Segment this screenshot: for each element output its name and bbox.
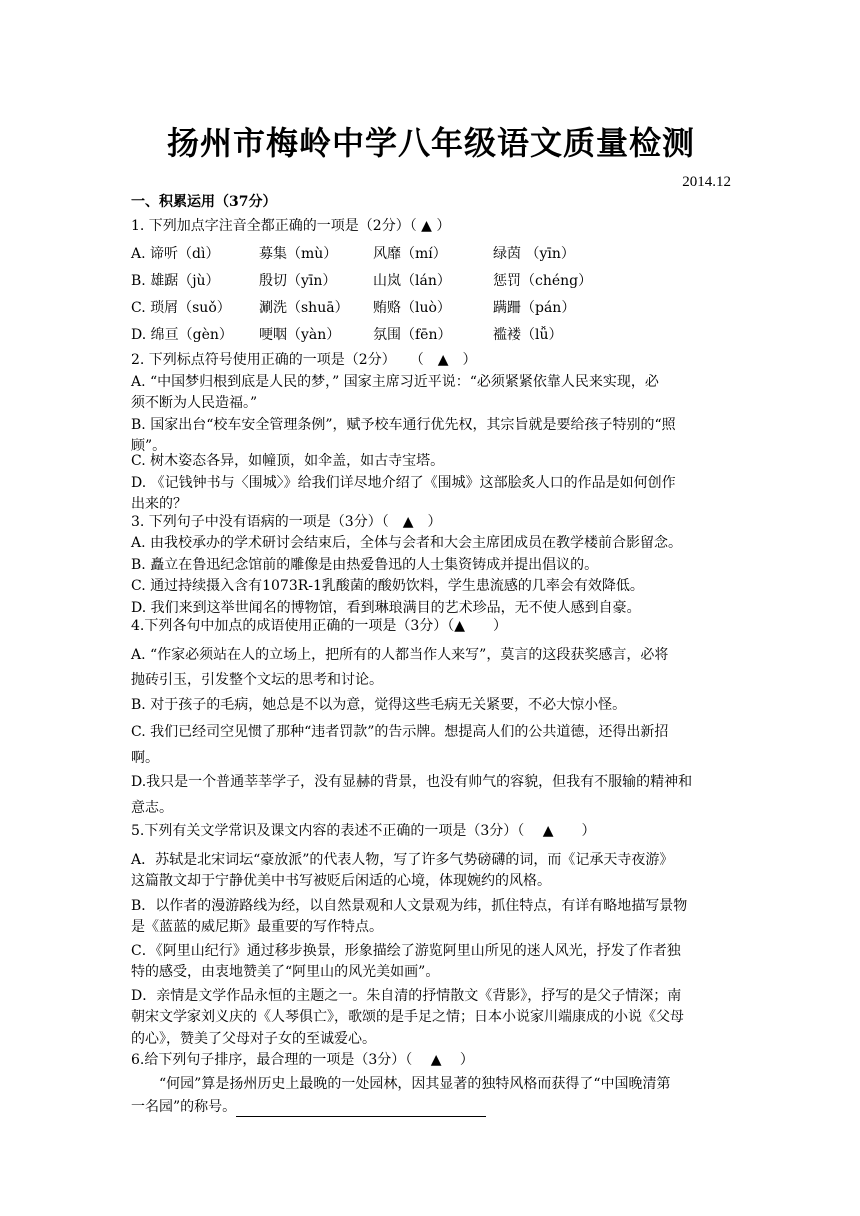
q1-a-item: 绿茵 （yīn） [493, 246, 575, 262]
q6-passage-text: 一名园”的称号。 [131, 1099, 237, 1115]
q5-option-b-cont: 是《蓝蓝的威尼斯》最重要的写作特点。 [131, 919, 383, 935]
q2-option-c: C. 树木姿态各异，如幢顶，如伞盖，如古寺宝塔。 [131, 453, 445, 469]
q4-option-d: D.我只是一个普通莘莘学子，没有显赫的背景，也没有帅气的容貌，但我有不服输的精神和 [131, 774, 693, 790]
q2-option-a: A. “中国梦归根到底是人民的梦，” 国家主席习近平说：“必须紧紧依靠人民来实现，必 [131, 374, 659, 390]
q1-d-item: 哽咽（yàn） [259, 327, 341, 343]
q1-option-row-a [131, 243, 731, 263]
q1-b-item: 惩罚（chéng） [493, 273, 593, 289]
q1-c-item: 涮洗（shuā） [259, 300, 349, 316]
q1-b-item: B. 雄踞（jù） [131, 273, 220, 289]
q1-d-item: 褴褛（lǚ） [493, 327, 563, 343]
page-title: 扬州市梅岭中学八年级语文质量检测 [166, 124, 695, 162]
q4-option-c: C. 我们已经司空见惯了那种“违者罚款”的告示牌。想提高人们的公共道德，还得出新招 [131, 724, 669, 740]
q6-passage: “何园”算是扬州历史上最晚的一处园林，因其显著的独特风格而获得了“中国晚清第 [159, 1076, 671, 1092]
answer-blank[interactable] [236, 1102, 486, 1117]
q4-option-a: A. “作家必须站在人的立场上，把所有的人都当作人来写”，莫言的这段获奖感言，必将 [131, 647, 669, 663]
q4-option-c-cont: 啊。 [131, 750, 159, 766]
question-5-stem: 5.下列有关文学常识及课文内容的表述不正确的一项是（3分）（ ▲ ） [131, 823, 596, 839]
q2-option-b-cont: 顾”。 [131, 438, 167, 454]
q5-option-a: A．苏轼是北宋词坛“豪放派”的代表人物，写了许多气势磅礴的词，而《记承天寺夜游》 [131, 852, 674, 868]
q2-option-d: D. 《记钱钟书与〈围城〉》给我们详尽地介绍了《围城》这部脍炙人口的作品是如何创作 [131, 475, 676, 491]
q4-option-d-cont: 意志。 [131, 800, 173, 816]
q5-option-d-cont2: 的心》，赞美了父母对子女的至诚爱心。 [131, 1031, 376, 1047]
q1-c-item: 蹒跚（pán） [493, 300, 576, 316]
q1-c-item: 贿赂（luò） [373, 300, 451, 316]
q3-option-b: B. 矗立在鲁迅纪念馆前的雕像是由热爱鲁迅的人士集资铸成并提出倡议的。 [131, 557, 599, 573]
q5-option-c: C．《阿里山纪行》通过移步换景，形象描绘了游览阿里山所见的迷人风光，抒发了作者独 [131, 943, 681, 959]
question-1-stem: 1. 下列加点字注音全都正确的一项是（2分）（ ▲ ） [131, 218, 451, 234]
q1-b-item: 山岚（lán） [373, 273, 451, 289]
question-6-stem: 6.给下列句子排序，最合理的一项是（3分）（ ▲ ） [131, 1052, 474, 1068]
exam-date: 2014.12 [682, 174, 731, 190]
section-heading: 一、积累运用（37分） [131, 194, 277, 210]
q5-option-d: D．亲情是文学作品永恒的主题之一。朱自清的抒情散文《背影》，抒写的是父子情深；南 [131, 988, 682, 1004]
q5-option-a-cont: 这篇散文却于宁静优美中书写被贬后闲适的心境，体现婉约的风格。 [131, 873, 551, 889]
q2-option-a-cont: 须不断为人民造福。” [131, 395, 258, 411]
q1-b-item: 殷切（yīn） [259, 273, 337, 289]
q1-a-item: A. 谛听（dì） [131, 246, 220, 262]
question-3-stem: 3. 下列句子中没有语病的一项是（3分）（ ▲ ） [131, 514, 442, 530]
q1-option-row-c [131, 297, 731, 317]
q1-d-item: 氛围（fēn） [373, 327, 452, 343]
q3-option-c: C. 通过持续摄入含有1073R-1乳酸菌的酸奶饮料，学生患流感的几率会有效降低。 [131, 578, 644, 594]
q1-option-row-b [131, 270, 731, 290]
q5-option-d-cont: 朝宋文学家刘义庆的《人琴俱亡》，歌颂的是手足之情；日本小说家川端康成的小说《父母 [131, 1009, 684, 1025]
q5-option-b: B．以作者的漫游路线为经，以自然景观和人文景观为纬，抓住特点，有详有略地描写景物 [131, 898, 688, 914]
q1-option-row-d [131, 324, 731, 344]
question-2-stem: 2. 下列标点符号使用正确的一项是（2分） （ ▲ ） [131, 352, 477, 368]
q6-passage-cont [131, 1097, 731, 1117]
q3-option-a: A. 由我校承办的学术研讨会结束后，全体与会者和大会主席团成员在教学楼前合影留念。 [131, 535, 683, 551]
q1-c-item: C. 琐屑（suǒ） [131, 300, 231, 316]
q4-option-b: B. 对于孩子的毛病，她总是不以为意，觉得这些毛病无关紧要，不必大惊小怪。 [131, 697, 627, 713]
q3-option-d: D. 我们来到这举世闻名的博物馆，看到琳琅满目的艺术珍品，无不使人感到自豪。 [131, 600, 641, 616]
q2-option-b: B. 国家出台“校车安全管理条例”，赋予校车通行优先权，其宗旨就是要给孩子特别的“照 [131, 417, 676, 433]
q5-option-c-cont: 特的感受，由衷地赞美了“阿里山的风光美如画”。 [131, 964, 440, 980]
q1-a-item: 风靡（mí） [373, 246, 447, 262]
q1-a-item: 募集（mù） [259, 246, 338, 262]
q1-d-item: D. 绵亘（gèn） [131, 327, 233, 343]
question-4-stem: 4.下列各句中加点的成语使用正确的一项是（3分）（▲ ） [131, 618, 508, 634]
q2-option-d-cont: 出来的？ [131, 496, 187, 512]
q4-option-a-cont: 抛砖引玉，引发整个文坛的思考和讨论。 [131, 672, 383, 688]
